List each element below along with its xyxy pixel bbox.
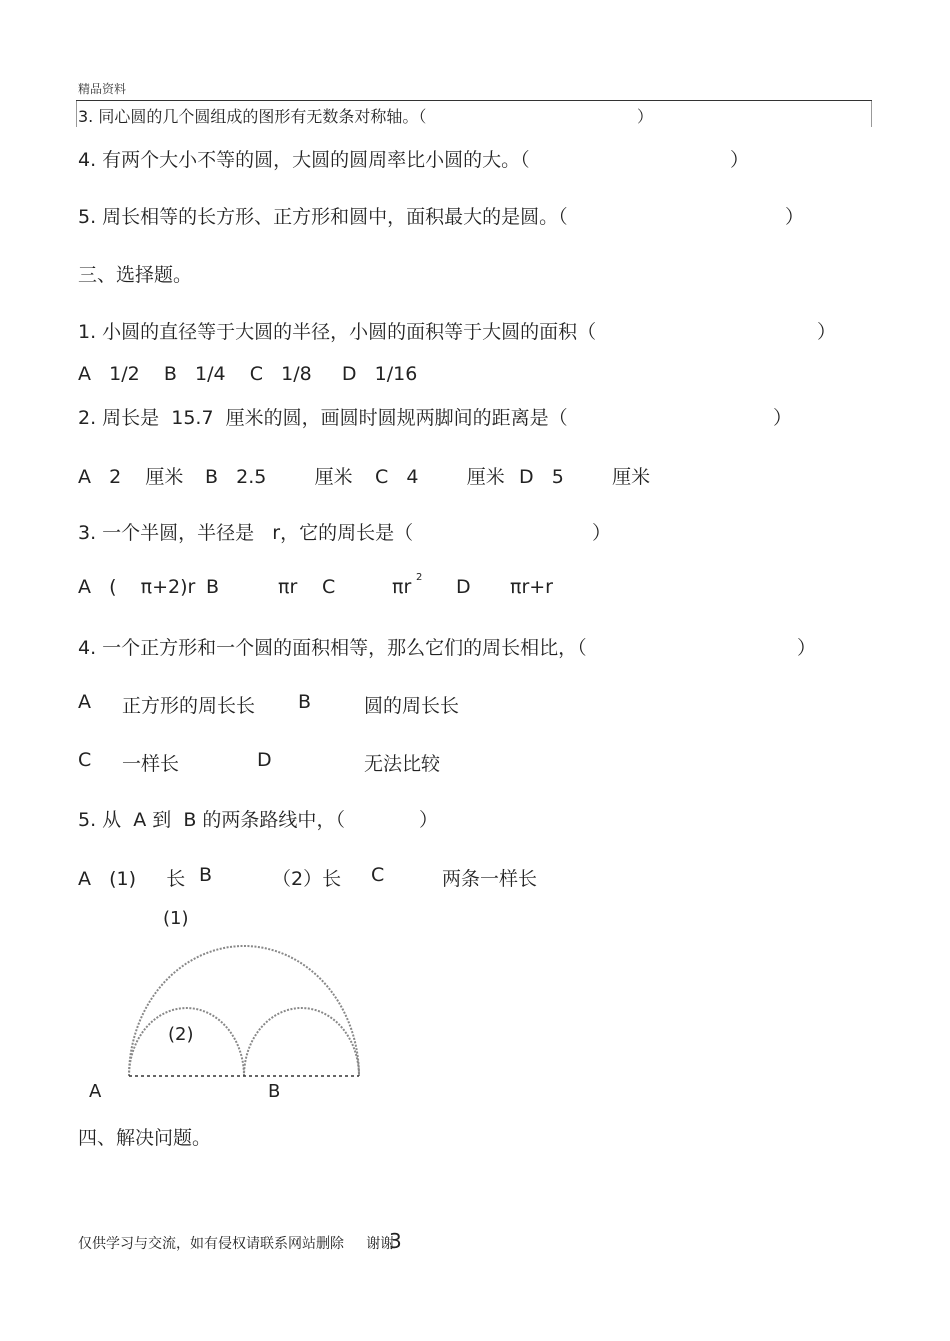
choice-question-3-option-a: A ( π+2)r: [78, 576, 196, 598]
route-2-right-semicircle: [244, 1008, 359, 1076]
judge-question-5: 5. 周长相等的长方形、正方形和圆中，面积最大的是圆。（: [78, 206, 568, 228]
choice-question-1-options: A 1/2 B 1/4 C 1/8 D 1/16: [78, 363, 418, 385]
judge-question-4: 4. 有两个大小不等的圆，大圆的圆周率比小圆的大。（: [78, 149, 530, 171]
judge-question-5-close: ）: [785, 206, 805, 228]
choice-question-5-close: ）: [419, 809, 439, 831]
choice-question-5-option-b: B: [199, 864, 213, 886]
choice-question-4-option-d: D: [257, 749, 272, 771]
choice-question-3-option-d: D: [456, 576, 471, 598]
section-3-title: 三、选择题。: [78, 264, 193, 286]
choice-question-3-option-d-value: πr+r: [510, 576, 553, 598]
choice-question-4-option-b: B: [298, 691, 312, 713]
choice-question-2: 2. 周长是 15.7 厘米的圆，画圆时圆规两脚间的距离是（: [78, 407, 568, 429]
choice-question-4-option-a-value: 正方形的周长长: [122, 695, 256, 717]
choice-question-4: 4. 一个正方形和一个圆的面积相等，那么它们的周长相比，（: [78, 637, 587, 659]
page-number: 3: [389, 1229, 402, 1253]
route-1-large-semicircle: [129, 946, 359, 1076]
judge-question-3-close: ）: [637, 107, 654, 126]
choice-question-3: 3. 一个半圆，半径是 r，它的周长是（: [78, 522, 414, 544]
choice-question-3-option-c-value: πr: [392, 576, 412, 598]
choice-question-4-option-c-value: 一样长: [122, 753, 180, 775]
choice-question-2-option-d: D 5 厘米: [519, 466, 651, 488]
footer-text: 仅供学习与交流，如有侵权请联系网站删除 谢谢: [78, 1236, 395, 1252]
choice-question-3-option-c-superscript: 2: [416, 572, 423, 583]
section-4-title: 四、解决问题。: [78, 1127, 212, 1149]
choice-question-4-option-a: A: [78, 691, 91, 713]
choice-question-5: 5. 从 A 到 B 的两条路线中，（: [78, 809, 345, 831]
choice-question-2-option-c: C 4 厘米: [375, 466, 505, 488]
choice-question-2-option-a: A 2 厘米: [78, 466, 184, 488]
choice-question-4-option-d-value: 无法比较: [364, 753, 441, 775]
route-diagram: [60, 900, 390, 1100]
choice-question-4-close: ）: [797, 637, 817, 659]
choice-question-5-option-a: A (1) 长: [78, 868, 186, 890]
left-margin-tick: [76, 101, 77, 127]
header-label: 精品资料: [78, 82, 127, 96]
choice-question-4-option-c: C: [78, 749, 92, 771]
choice-question-2-close: ）: [773, 407, 793, 429]
point-a-label: A: [89, 1081, 102, 1102]
choice-question-3-option-b: B: [206, 576, 220, 598]
right-margin-tick: [871, 101, 872, 127]
choice-question-3-close: ）: [592, 522, 612, 544]
choice-question-3-option-c: C: [322, 576, 336, 598]
choice-question-3-option-b-value: πr: [278, 576, 298, 598]
choice-question-5-option-c: C: [371, 864, 385, 886]
header-rule: [76, 100, 872, 101]
route-2-label: (2): [168, 1024, 194, 1045]
choice-question-5-option-c-value: 两条一样长: [442, 868, 538, 890]
judge-question-4-close: ）: [730, 149, 750, 171]
choice-question-4-option-b-value: 圆的周长长: [364, 695, 460, 717]
judge-question-3: 3. 同心圆的几个圆组成的图形有无数条对称轴。（: [78, 107, 427, 126]
choice-question-2-option-b: B 2.5 厘米: [205, 466, 353, 488]
choice-question-5-option-b-value: （2）长: [272, 868, 342, 890]
choice-question-1: 1. 小圆的直径等于大圆的半径，小圆的面积等于大圆的面积（: [78, 321, 597, 343]
route-1-label: (1): [163, 908, 189, 929]
choice-question-1-close: ）: [817, 321, 837, 343]
point-b-label: B: [268, 1081, 281, 1102]
